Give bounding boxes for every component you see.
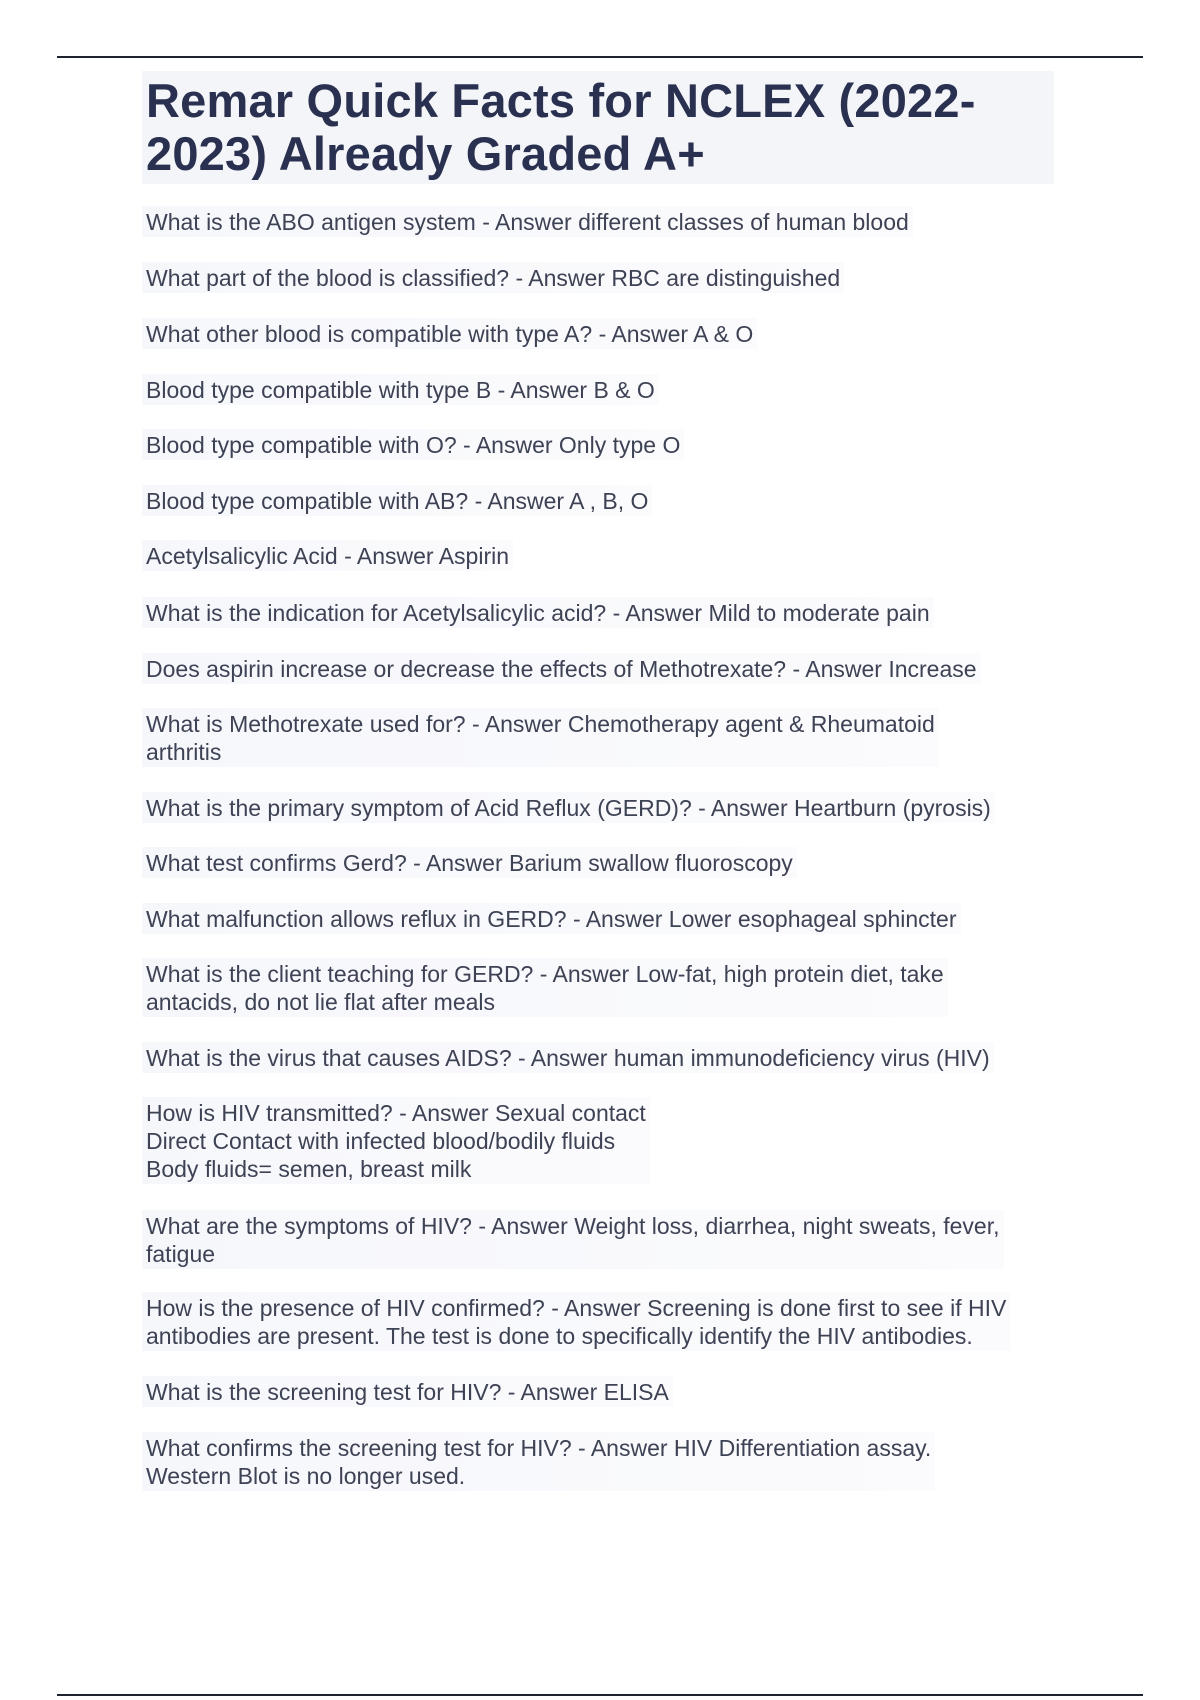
qa-entry: What is Methotrexate used for? - Answer Chemotherapy agent & Rheumatoid arthritis — [142, 708, 939, 767]
qa-entry: Blood type compatible with O? - Answer Only type O — [142, 429, 684, 460]
qa-entry: What part of the blood is classified? - Answer RBC are distinguished — [142, 262, 844, 293]
qa-entry: What is the client teaching for GERD? - Answer Low-fat, high protein diet, take antacids, do not lie flat after meals — [142, 958, 948, 1017]
qa-entry: What is the virus that causes AIDS? - Answer human immunodeficiency virus (HIV) — [142, 1042, 994, 1073]
qa-entry: What is the indication for Acetylsalicylic acid? - Answer Mild to moderate pain — [142, 597, 934, 628]
qa-entry: Does aspirin increase or decrease the effects of Methotrexate? - Answer Increase — [142, 653, 981, 684]
qa-entry: What are the symptoms of HIV? - Answer Weight loss, diarrhea, night sweats, fever, fatigue — [142, 1210, 1004, 1269]
document-title: Remar Quick Facts for NCLEX (2022- 2023) Already Graded A+ — [146, 74, 976, 180]
qa-entry: What malfunction allows reflux in GERD? - Answer Lower esophageal sphincter — [142, 903, 961, 934]
qa-entry: How is the presence of HIV confirmed? - Answer Screening is done first to see if HIV antibodies are present. The test is done to specifically identify the HIV antibodies. — [142, 1292, 1010, 1351]
qa-entry: What is the ABO antigen system - Answer different classes of human blood — [142, 206, 913, 237]
qa-entry: What other blood is compatible with type A? - Answer A & O — [142, 318, 757, 349]
qa-entry: What is the primary symptom of Acid Reflux (GERD)? - Answer Heartburn (pyrosis) — [142, 792, 995, 823]
qa-entry: What is the screening test for HIV? - Answer ELISA — [142, 1376, 673, 1407]
title-block — [142, 71, 1054, 184]
qa-entry: Blood type compatible with AB? - Answer A , B, O — [142, 485, 652, 516]
qa-entry: What confirms the screening test for HIV? - Answer HIV Differentiation assay. Western Blot is no longer used. — [142, 1432, 935, 1491]
qa-entry: Acetylsalicylic Acid - Answer Aspirin — [142, 540, 513, 571]
qa-entry: How is HIV transmitted? - Answer Sexual contact Direct Contact with infected blood/bodily fluids Body fluids= semen, breast milk — [142, 1097, 650, 1184]
qa-entry: What test confirms Gerd? - Answer Barium swallow fluoroscopy — [142, 847, 797, 878]
bottom-rule — [57, 1694, 1143, 1696]
qa-entry: Blood type compatible with type B - Answer B & O — [142, 374, 659, 405]
top-rule — [57, 56, 1143, 58]
